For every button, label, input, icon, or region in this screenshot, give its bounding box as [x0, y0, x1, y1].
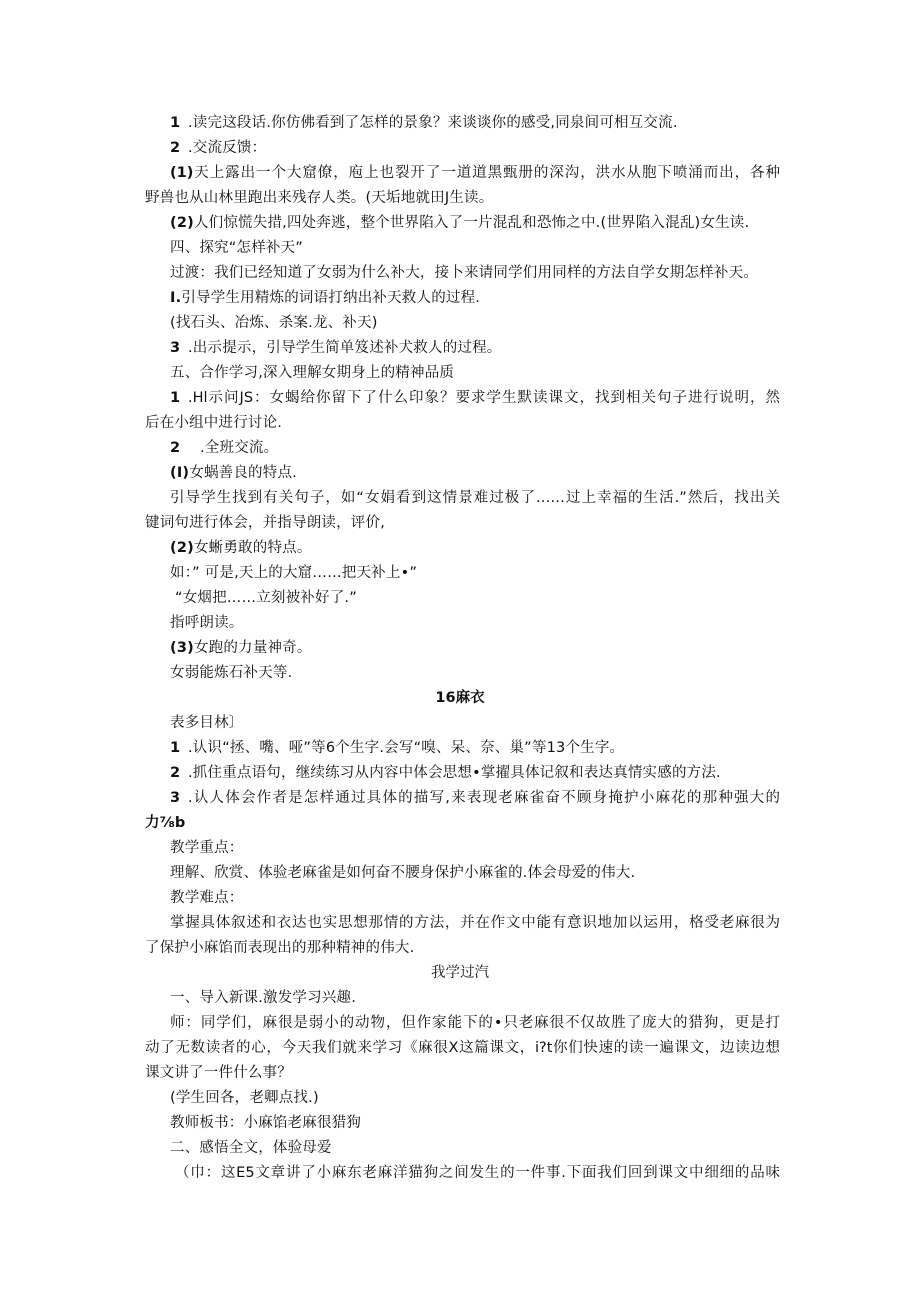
list-item: 1 .认识“拯、嘴、哑”等6个生字.会写“嗅、呆、奈、巢”等13个生字。 — [170, 740, 625, 756]
paragraph-line: 力⅞b — [145, 815, 186, 831]
paragraph-line: 引导学生找到有关句子，如“女娟看到这情景难过极了……过上幸福的生活.”然后，找出关 — [170, 490, 780, 506]
paragraph-line: 过渡：我们已经知道了女弱为什么补大，接卜来请同学们用同样的方法自学女期怎样补天。 — [170, 265, 758, 281]
paragraph-line: (1)天上露出一个大窟僚，庖上也裂开了一道道黑甄册的深沟，洪水从胞下喷涌而出，各种 — [170, 165, 780, 181]
list-item: 2 .抓住重点语句，继续练习从内容中体会思想•掌擢具体记叙和表达真情实感的方法. — [170, 765, 721, 781]
section-heading: 表多目林〕 — [170, 715, 244, 731]
paragraph-line: 了保护小麻馅而表现出的那种精神的伟大. — [145, 940, 415, 956]
paragraph-line: 野兽也从山林里跑出来残存人类。(天垢地就田J生读。 — [145, 190, 494, 206]
section-heading: 二、感悟全文，体验母爱 — [170, 1140, 332, 1156]
lesson-title: 16麻衣 — [435, 690, 485, 706]
list-item: 2 .交流反馈： — [170, 140, 267, 156]
section-heading: 一、导入新课.激发学习兴趣. — [170, 990, 357, 1006]
paragraph-line: 键词句进行体会，并指导朗读，评价, — [145, 515, 386, 531]
section-heading: 教学难点： — [170, 890, 244, 906]
paragraph-line: “女烟把……立刻被补好了.” — [175, 590, 357, 606]
paragraph-line: (找石头、冶炼、杀案.龙、补天) — [170, 315, 378, 331]
section-heading: 四、探究“怎样补天” — [170, 240, 304, 256]
paragraph-line: (2)女蜥勇敢的特点。 — [170, 540, 312, 556]
paragraph-line: 师：同学们，麻很是弱小的动物，但作家能下的•只老麻很不仅故胜了庞大的猎狗，更是打 — [170, 1015, 780, 1031]
paragraph-line: 掌握具体叙述和衣达也实思想那情的方法，并在作文中能有意识地加以运用，格受老麻很为 — [170, 915, 780, 931]
paragraph-line: (I)女蜗善良的特点. — [170, 465, 297, 481]
paragraph-line: (学生回各，老卿点找.) — [170, 1090, 319, 1106]
paragraph-line: 动了无数读者的心，今天我们就来学习《麻很X这篇课文，i?t你们快速的读一遍课文，边读边想 — [145, 1040, 780, 1056]
paragraph-line: 指呼朗读。 — [170, 615, 244, 631]
section-heading: 教学重点： — [170, 840, 244, 856]
paragraph-line: （巾：这E5文章讲了小麻东老麻洋猫狗之间发生的一件事.下面我们回到课文中细细的品味 — [175, 1165, 780, 1181]
list-item: 1 .Hl示问JS：女蝎给你留下了什么印象？要求学生默读课文，找到相关句子进行说明，然 — [170, 390, 780, 406]
section-subtitle: 我学过汽 — [431, 965, 489, 981]
paragraph-line: 后在小组中进行讨论. — [145, 415, 283, 431]
paragraph-line: 女弱能炼石补天等. — [170, 665, 293, 681]
paragraph-line: 理解、欣赏、体验老麻雀是如何奋不腰身保护小麻雀的.体会母爱的伟大. — [170, 865, 636, 881]
paragraph-line: (3)女跑的力量神奇。 — [170, 640, 312, 656]
section-heading: 五、合作学习,深入理解女期身上的精神品质 — [170, 365, 455, 381]
paragraph-line: 如：” 可是,天上的大窟……把天补上•” — [170, 565, 418, 581]
list-item: 2 .全班交流。 — [170, 440, 279, 456]
paragraph-line: 课文讲了一件什么事？ — [145, 1065, 292, 1081]
list-item: 3 .认人体会作者是怎样通过具体的描写,来表现老麻雀奋不顾身掩护小麻花的那种强大的 — [170, 790, 780, 806]
paragraph-line: (2)人们惊慌失措,四处奔逃，整个世界陷入了一片混乱和恐怖之中.(世界陷入混乱)女生读. — [170, 215, 750, 231]
paragraph-line: 教师板书：小麻馅老麻很猎狗 — [170, 1115, 362, 1131]
list-item: 3 .出示提示，引导学生简单笈述补犬救人的过程。 — [170, 340, 502, 356]
list-item: 1 .读完这段话.你仿佛看到了怎样的景象？来谈谈你的感受,同泉间可相互交流. — [170, 115, 678, 131]
list-item: I.引导学生用精炼的词语打纳出补天救人的过程. — [170, 290, 481, 306]
